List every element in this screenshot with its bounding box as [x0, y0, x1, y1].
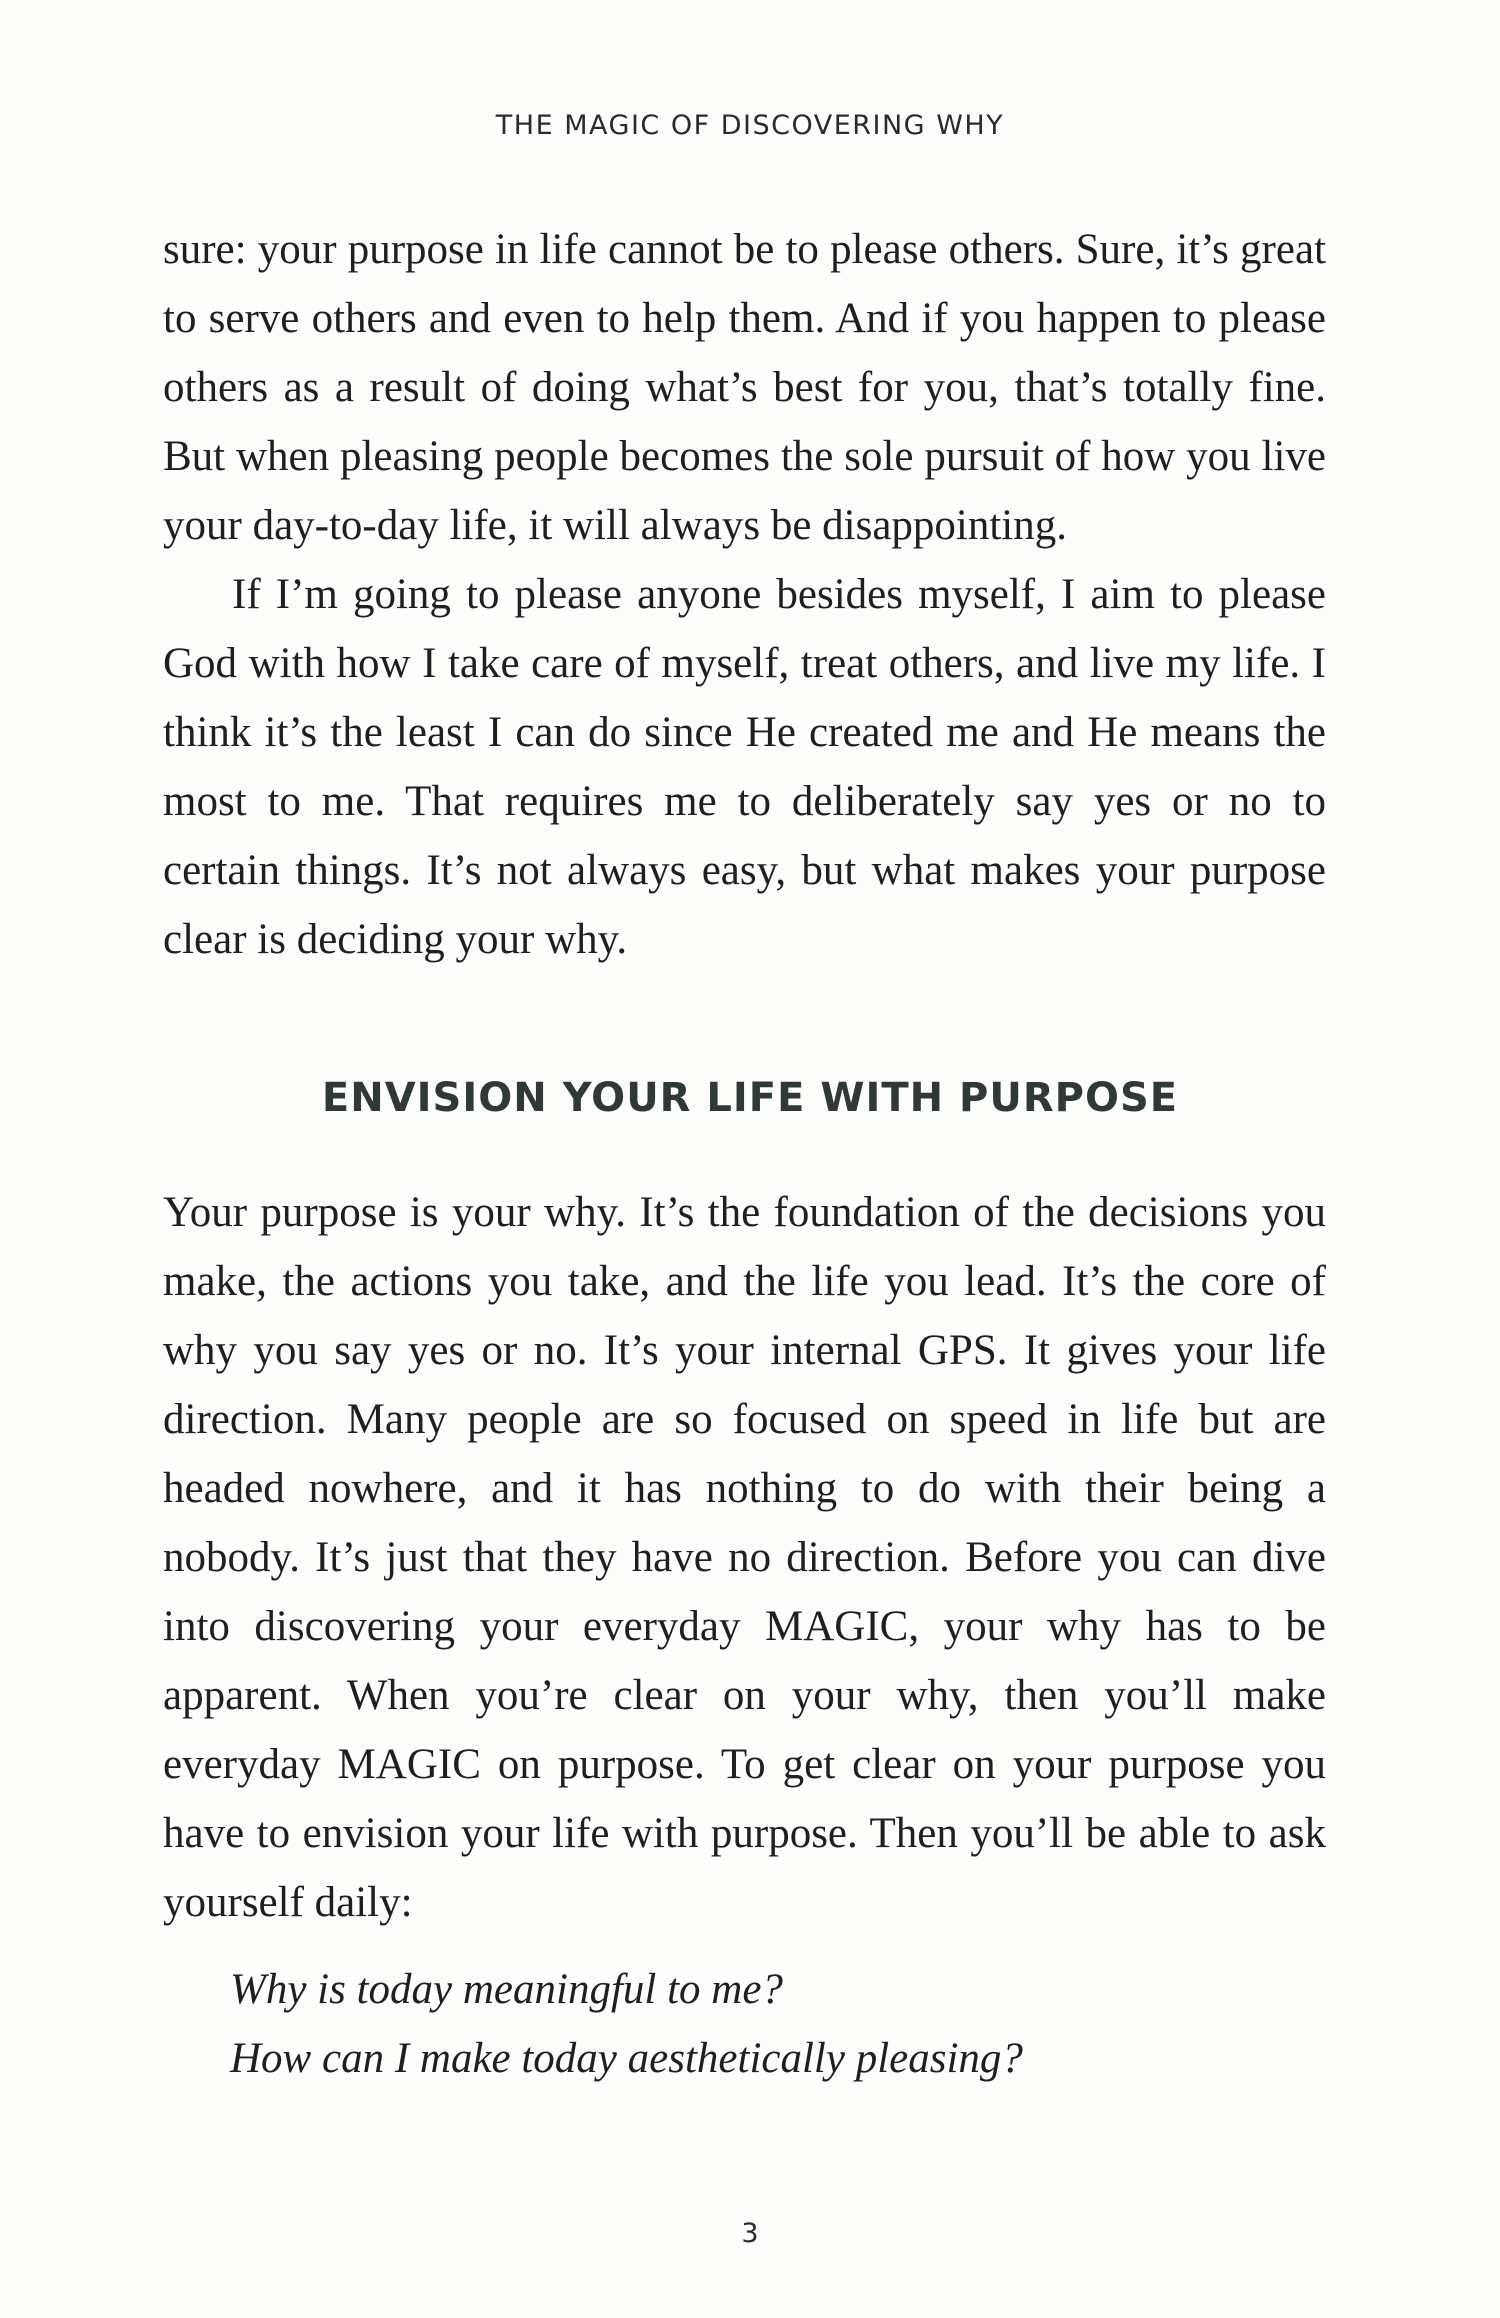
- section-heading: ENVISION YOUR LIFE WITH PURPOSE: [321, 1075, 1179, 1121]
- question-item: Why is today meaningful to me?: [230, 1966, 783, 2013]
- question-list: [230, 1955, 1230, 2093]
- question-item: How can I make today aesthetically pleasing?: [230, 2035, 1023, 2082]
- paragraph: If I’m going to please anyone besides myself, I aim to please God with how I take care of myself, treat others, and live my life. I think it’s the least I can do since He created me and He means the most to me. That requires me to deliberately say yes or no to certain things. It’s not always easy, but what makes your purpose clear is deciding your why.: [163, 571, 1326, 963]
- paragraph: Your purpose is your why. It’s the foundation of the decisions you make, the actions you take, and the life you lead. It’s the core of why you say yes or no. It’s your internal GPS. It gives your life direction. Many people are so focused on speed in life but are headed nowhere, and it has nothing to do with their being a nobody. It’s just that they have no direction. Before you can dive into discovering your everyday MAGIC, your why has to be apparent. When you’re clear on your why, then you’ll make everyday MAGIC on purpose. To get clear on your purpose you have to envision your life with purpose. Then you’ll be able to ask yourself daily:: [163, 1189, 1326, 1926]
- body-section-1: [163, 215, 1326, 974]
- paragraph-continued: sure: your purpose in life cannot be to please others. Sure, it’s great to serve others and even to help them. And if you happen to please others as a result of doing what’s best for you, that’s totally fine. But when pleasing people becomes the sole pursuit of how you live your day-to-day life, it will always be disappointing.: [163, 226, 1326, 549]
- page-number: 3: [741, 2218, 759, 2249]
- running-head: THE MAGIC OF DISCOVERING WHY: [495, 110, 1005, 141]
- body-section-2: [163, 1178, 1326, 1937]
